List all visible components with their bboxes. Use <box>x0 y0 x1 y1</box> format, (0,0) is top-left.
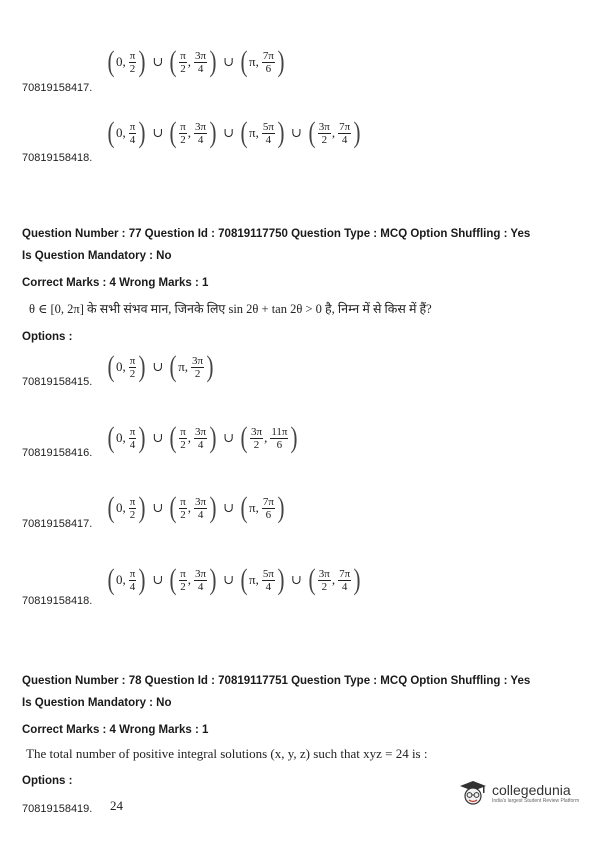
paren-open: ( <box>240 116 248 149</box>
paren-open: ( <box>107 421 115 454</box>
denominator: 6 <box>276 438 283 451</box>
denominator: 4 <box>265 580 272 593</box>
union-symbol: ∪ <box>223 125 234 140</box>
union-symbol: ∪ <box>223 500 234 515</box>
paren-close: ) <box>277 563 285 596</box>
paren-open: ( <box>240 491 248 524</box>
fraction <box>262 50 275 75</box>
numerator: π <box>180 567 186 580</box>
paren-open: ( <box>107 116 115 149</box>
denominator: 2 <box>321 580 328 593</box>
option-id: 70819158418. <box>22 595 93 607</box>
fraction <box>129 568 137 593</box>
denominator: 6 <box>265 62 272 75</box>
collegedunia-logo <box>456 778 579 808</box>
numerator: 7π <box>262 49 274 62</box>
numerator: π <box>180 495 186 508</box>
paren-open: ( <box>240 563 248 596</box>
question-marks: Correct Marks : 4 Wrong Marks : 1 <box>22 724 209 736</box>
option-id: 70819158417. <box>22 518 93 530</box>
numerator: π <box>129 49 136 62</box>
term-value: 0 <box>116 430 123 445</box>
term-value: π <box>249 125 256 140</box>
union-symbol: ∪ <box>152 359 164 374</box>
option-math <box>106 352 215 382</box>
option-id: 70819158415. <box>22 376 93 388</box>
option-math <box>106 493 286 523</box>
fraction <box>129 496 137 521</box>
union-symbol: ∪ <box>290 572 302 587</box>
comma: , <box>122 125 126 140</box>
fraction <box>194 121 207 146</box>
paren-open: ( <box>107 45 115 78</box>
paren-close: ) <box>209 45 217 78</box>
fraction <box>179 426 187 451</box>
question-header: Question Number : 77 Question Id : 70819117750 Question Type : MCQ Option Shuffling : Yes <box>22 228 531 240</box>
paren-open: ( <box>107 491 115 524</box>
numerator: 3π <box>195 567 207 580</box>
paren-open: ( <box>107 563 115 596</box>
denominator: 4 <box>129 438 136 451</box>
fraction <box>129 355 137 380</box>
numerator: 3π <box>251 425 263 438</box>
union-symbol: ∪ <box>152 430 164 445</box>
comma: , <box>122 500 126 515</box>
numerator: 7π <box>339 120 351 133</box>
numerator: π <box>180 49 186 62</box>
term-value: 0 <box>116 125 123 140</box>
numerator: 5π <box>262 120 274 133</box>
numerator: π <box>180 425 186 438</box>
paren-close: ) <box>209 116 217 149</box>
paren-open: ( <box>240 421 248 454</box>
denominator: 4 <box>341 133 348 146</box>
question-text: θ ∈ [0, 2π] के सभी संभव मान, जिनके लिए sin 2θ + tan 2θ > 0 है, निम्न में से किस में हैं? <box>29 302 432 316</box>
union-symbol: ∪ <box>223 572 234 587</box>
fraction <box>129 121 137 146</box>
fraction <box>179 50 187 75</box>
numerator: 7π <box>339 567 351 580</box>
comma: , <box>122 54 126 69</box>
numerator: 3π <box>195 49 207 62</box>
paren-close: ) <box>138 45 146 78</box>
comma: , <box>255 125 259 140</box>
comma: , <box>255 572 259 587</box>
numerator: 3π <box>318 120 330 133</box>
numerator: π <box>129 354 136 367</box>
numerator: 7π <box>262 495 274 508</box>
paren-open: ( <box>308 563 316 596</box>
denominator: 2 <box>180 62 186 75</box>
options-label: Options : <box>22 331 73 343</box>
fraction <box>194 568 207 593</box>
comma: , <box>255 500 259 515</box>
union-symbol: ∪ <box>152 54 164 69</box>
comma: , <box>187 500 192 515</box>
fraction <box>262 496 275 521</box>
fraction <box>194 496 207 521</box>
paren-open: ( <box>169 491 177 524</box>
term-value: π <box>249 54 256 69</box>
denominator: 2 <box>129 367 136 380</box>
term-value: π <box>178 359 185 374</box>
comma: , <box>255 54 259 69</box>
paren-close: ) <box>138 350 146 383</box>
union-symbol: ∪ <box>152 125 164 140</box>
numerator: 3π <box>195 425 207 438</box>
paren-close: ) <box>209 563 217 596</box>
denominator: 4 <box>197 133 204 146</box>
numerator: 11π <box>271 425 288 438</box>
comma: , <box>184 359 189 374</box>
denominator: 4 <box>197 62 204 75</box>
fraction <box>179 568 187 593</box>
denominator: 4 <box>197 580 204 593</box>
graduate-mascot-icon <box>456 778 490 808</box>
fraction <box>129 426 137 451</box>
paren-open: ( <box>240 45 248 78</box>
fraction <box>338 568 351 593</box>
paren-close: ) <box>277 45 285 78</box>
paren-close: ) <box>290 421 298 454</box>
paren-close: ) <box>209 491 217 524</box>
numerator: 3π <box>318 567 330 580</box>
logo-tagline: India's largest Student Review Platform <box>492 798 580 804</box>
fraction <box>191 355 204 380</box>
question-marks: Correct Marks : 4 Wrong Marks : 1 <box>22 277 209 289</box>
paren-close: ) <box>277 491 285 524</box>
denominator: 4 <box>197 438 204 451</box>
logo-name: collegedunia <box>492 782 571 798</box>
paren-open: ( <box>169 350 177 383</box>
option-id: 70819158418. <box>22 152 93 164</box>
fraction <box>194 50 207 75</box>
fraction <box>262 121 275 146</box>
denominator: 2 <box>180 508 186 521</box>
paren-close: ) <box>206 350 214 383</box>
paren-close: ) <box>277 116 285 149</box>
paren-close: ) <box>138 563 146 596</box>
denominator: 2 <box>321 133 328 146</box>
comma: , <box>187 430 192 445</box>
union-symbol: ∪ <box>152 500 164 515</box>
option-id: 70819158419. <box>22 803 93 815</box>
fraction <box>338 121 351 146</box>
question-text: The total number of positive integral solutions (x, y, z) such that xyz = 24 is : <box>26 746 428 761</box>
option-math <box>106 118 362 148</box>
comma: , <box>122 359 126 374</box>
comma: , <box>122 572 126 587</box>
paren-close: ) <box>353 563 361 596</box>
comma: , <box>122 430 126 445</box>
paren-open: ( <box>107 350 115 383</box>
fraction <box>194 426 207 451</box>
term-value: π <box>249 500 256 515</box>
option-math <box>106 423 299 453</box>
term-value: 0 <box>116 572 123 587</box>
term-value: 0 <box>116 359 123 374</box>
numerator: 5π <box>262 567 274 580</box>
union-symbol: ∪ <box>290 125 302 140</box>
comma: , <box>264 430 268 445</box>
denominator: 4 <box>197 508 204 521</box>
numerator: π <box>180 120 186 133</box>
paren-close: ) <box>353 116 361 149</box>
paren-open: ( <box>169 45 177 78</box>
numerator: 3π <box>195 495 207 508</box>
paren-close: ) <box>209 421 217 454</box>
numerator: 3π <box>195 120 207 133</box>
numerator: 3π <box>192 354 204 367</box>
comma: , <box>331 572 336 587</box>
numerator: π <box>129 495 136 508</box>
denominator: 2 <box>180 133 186 146</box>
denominator: 6 <box>265 508 272 521</box>
fraction <box>270 426 288 451</box>
denominator: 2 <box>253 438 260 451</box>
options-label: Options : <box>22 775 73 787</box>
paren-open: ( <box>169 563 177 596</box>
fraction <box>318 121 331 146</box>
denominator: 2 <box>129 508 136 521</box>
question-header: Question Number : 78 Question Id : 70819117751 Question Type : MCQ Option Shuffling : Yes <box>22 675 531 687</box>
numerator: π <box>129 425 136 438</box>
numerator: π <box>129 567 136 580</box>
option-id: 70819158416. <box>22 447 93 459</box>
comma: , <box>331 125 336 140</box>
comma: , <box>187 125 192 140</box>
question-mandatory: Is Question Mandatory : No <box>22 250 172 262</box>
option-value: 24 <box>110 798 123 813</box>
fraction <box>318 568 331 593</box>
fraction <box>129 50 137 75</box>
paren-close: ) <box>138 421 146 454</box>
comma: , <box>187 572 192 587</box>
paren-close: ) <box>138 116 146 149</box>
union-symbol: ∪ <box>223 54 234 69</box>
fraction <box>179 121 187 146</box>
term-value: 0 <box>116 500 123 515</box>
option-id: 70819158417. <box>22 82 93 94</box>
denominator: 2 <box>129 62 136 75</box>
denominator: 4 <box>265 133 272 146</box>
option-math <box>106 47 286 77</box>
paren-open: ( <box>169 421 177 454</box>
term-value: π <box>249 572 256 587</box>
denominator: 4 <box>129 133 136 146</box>
denominator: 2 <box>194 367 201 380</box>
union-symbol: ∪ <box>152 572 164 587</box>
fraction <box>250 426 263 451</box>
fraction <box>262 568 275 593</box>
denominator: 2 <box>180 580 186 593</box>
denominator: 4 <box>341 580 348 593</box>
option-math <box>106 565 362 595</box>
term-value: 0 <box>116 54 123 69</box>
numerator: π <box>129 120 136 133</box>
fraction <box>179 496 187 521</box>
comma: , <box>187 54 192 69</box>
denominator: 4 <box>129 580 136 593</box>
question-mandatory: Is Question Mandatory : No <box>22 697 172 709</box>
paren-close: ) <box>138 491 146 524</box>
union-symbol: ∪ <box>223 430 234 445</box>
paren-open: ( <box>169 116 177 149</box>
denominator: 2 <box>180 438 186 451</box>
paren-open: ( <box>308 116 316 149</box>
